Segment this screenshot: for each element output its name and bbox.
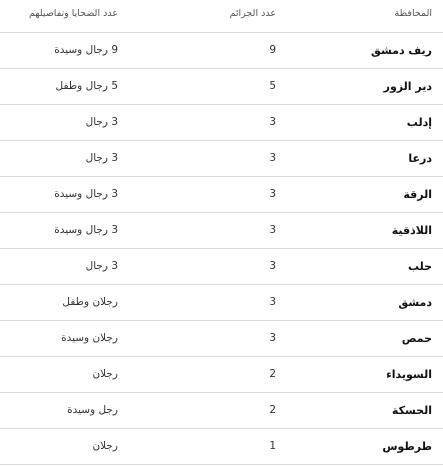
victims-cell: 3 رجال bbox=[85, 152, 118, 164]
governorate-cell: الحسكة bbox=[391, 404, 432, 417]
victims-cell: 9 رجال وسيدة bbox=[54, 44, 118, 56]
table-row bbox=[0, 249, 443, 285]
header-victims: عدد الضحايا وتفاصيلهم bbox=[29, 8, 118, 19]
governorate-cell: ريف دمشق bbox=[371, 44, 432, 57]
victims-cell: 3 رجال وسيدة bbox=[54, 224, 118, 236]
crime-count-cell: 3 bbox=[269, 224, 276, 236]
table-row bbox=[0, 141, 443, 177]
crime-count-cell: 9 bbox=[269, 44, 276, 56]
crime-count-cell: 3 bbox=[269, 116, 276, 128]
victims-cell: 3 رجال bbox=[85, 116, 118, 128]
crime-count-cell: 3 bbox=[269, 152, 276, 164]
table-row bbox=[0, 321, 443, 357]
victims-cell: 3 رجال وسيدة bbox=[54, 188, 118, 200]
governorate-cell: إدلب bbox=[406, 116, 432, 129]
crime-count-cell: 5 bbox=[269, 80, 276, 92]
governorate-cell: اللاذقية bbox=[391, 224, 432, 237]
crime-count-cell: 3 bbox=[269, 332, 276, 344]
governorate-cell: حمص bbox=[401, 332, 432, 345]
victims-cell: رجلان bbox=[92, 440, 118, 452]
governorate-cell: درعا bbox=[408, 152, 432, 165]
crime-count-cell: 3 bbox=[269, 296, 276, 308]
table-row bbox=[0, 105, 443, 141]
table-header-row bbox=[0, 0, 443, 33]
table-row bbox=[0, 33, 443, 69]
table-row bbox=[0, 393, 443, 429]
crime-count-cell: 3 bbox=[269, 188, 276, 200]
table-row bbox=[0, 69, 443, 105]
victims-cell: رجلان وطفل bbox=[62, 296, 118, 308]
table-row bbox=[0, 357, 443, 393]
crime-count-cell: 2 bbox=[269, 404, 276, 416]
governorate-cell: دمشق bbox=[398, 296, 432, 309]
governorate-cell: دير الزور bbox=[383, 80, 432, 93]
table-row bbox=[0, 285, 443, 321]
table-row bbox=[0, 177, 443, 213]
governorate-cell: طرطوس bbox=[382, 440, 432, 453]
governorate-cell: الرقة bbox=[403, 188, 432, 201]
victims-cell: 3 رجال bbox=[85, 260, 118, 272]
victims-cell: رجل وسيدة bbox=[67, 404, 118, 416]
crime-count-cell: 2 bbox=[269, 368, 276, 380]
victims-cell: رجلان bbox=[92, 368, 118, 380]
header-crime-count: عدد الجرائم bbox=[229, 8, 276, 19]
victims-cell: رجلان وسيدة bbox=[61, 332, 118, 344]
governorate-cell: حلب bbox=[407, 260, 432, 273]
governorate-cell: السويداء bbox=[386, 368, 432, 381]
crime-count-cell: 1 bbox=[269, 440, 276, 452]
victims-cell: 5 رجال وطفل bbox=[55, 80, 118, 92]
header-governorate: المحافظة bbox=[394, 8, 432, 19]
table-row bbox=[0, 213, 443, 249]
table-row bbox=[0, 429, 443, 465]
crime-count-cell: 3 bbox=[269, 260, 276, 272]
